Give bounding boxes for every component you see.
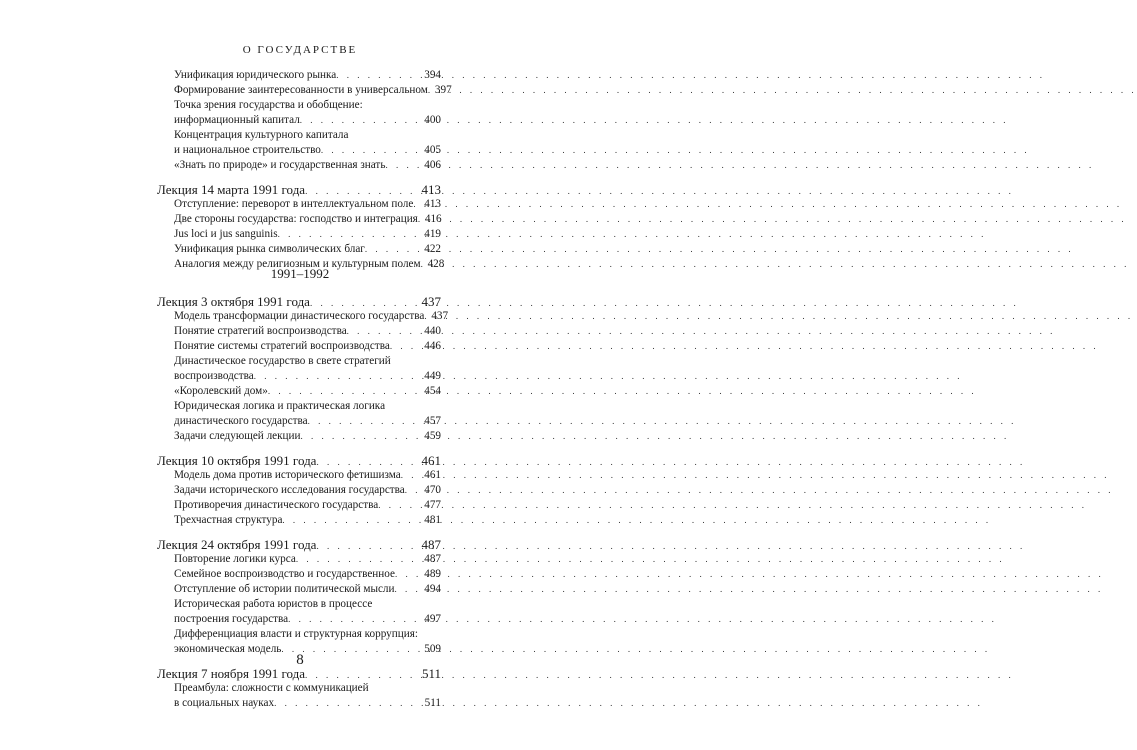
toc-entry-title: Унификация юридического рынка bbox=[174, 69, 337, 81]
toc-subentry bbox=[157, 468, 441, 483]
toc-subentry bbox=[157, 158, 441, 173]
toc-subentry bbox=[157, 68, 441, 83]
toc-entry-page: 497 bbox=[424, 613, 441, 625]
toc-subentry bbox=[157, 483, 441, 498]
toc-entry-page: 406 bbox=[424, 159, 441, 171]
toc-subentry bbox=[157, 354, 441, 369]
toc-entry-title: Отступление: переворот в интеллектуальном поле bbox=[174, 198, 414, 210]
toc-entry-title: Формирование заинтересованности в универсальном bbox=[174, 84, 428, 96]
toc-entry-title: Дифференциация власти и структурная коррупция: bbox=[174, 628, 418, 640]
toc-leader-dots bbox=[413, 197, 423, 212]
toc-subentry bbox=[157, 242, 441, 257]
toc-entry-title: воспроизводства bbox=[174, 370, 254, 382]
toc-entry-title: Повторение логики курса bbox=[174, 553, 296, 565]
toc-leader-dots bbox=[308, 414, 424, 429]
toc-entry-title: династического государства bbox=[174, 415, 308, 427]
toc-leader-dots bbox=[274, 696, 424, 711]
toc-entry-title: Отступление об истории политической мысли bbox=[174, 583, 395, 595]
toc-entry-page: 397 bbox=[434, 84, 452, 96]
toc-leader-dots bbox=[401, 468, 424, 483]
toc-entry-page: 511 bbox=[424, 697, 441, 709]
toc-subentry bbox=[157, 143, 441, 158]
toc-entry-title: Задачи исторического исследования государства bbox=[174, 484, 405, 496]
toc-entry-title: Модель дома против исторического фетишизма bbox=[174, 469, 401, 481]
toc-subentry bbox=[157, 513, 441, 528]
toc-entry-title: Трехчастная структура bbox=[174, 514, 283, 526]
toc-entry-page: 477 bbox=[424, 499, 441, 511]
toc-entry-page: 440 bbox=[424, 325, 441, 337]
toc-subentry bbox=[157, 324, 441, 339]
toc-entry-title: Семейное воспроизводство и государственное bbox=[174, 568, 395, 580]
toc-leader-dots bbox=[268, 384, 423, 399]
toc-leader-dots bbox=[321, 143, 423, 158]
toc-entry-title: Преамбула: сложности с коммуникацией bbox=[174, 682, 369, 694]
toc-entry-title: Концентрация культурного капитала bbox=[174, 129, 349, 141]
toc-entry-title: Понятие системы стратегий воспроизводства bbox=[174, 340, 390, 352]
toc-subentry bbox=[157, 128, 441, 143]
toc-entry-title: Аналогия между религиозным и культурным полем bbox=[174, 258, 421, 270]
toc-subentry bbox=[157, 681, 441, 696]
toc-lecture-entry bbox=[157, 537, 441, 552]
toc-entry-page: 511 bbox=[421, 666, 441, 681]
toc-leader-dots bbox=[301, 429, 424, 444]
toc-leader-dots bbox=[395, 582, 424, 597]
toc-entry-page: 457 bbox=[424, 415, 441, 427]
toc-lecture-entry bbox=[157, 182, 441, 197]
toc-leader-dots bbox=[365, 242, 423, 257]
toc-entry-page: 422 bbox=[424, 243, 441, 255]
toc-entry-title: Унификация рынка символических благ bbox=[174, 243, 365, 255]
toc-entry-title: Понятие стратегий воспроизводства bbox=[174, 325, 347, 337]
toc-subentry bbox=[157, 582, 441, 597]
toc-entry-title: Точка зрения государства и обобщение: bbox=[174, 99, 363, 111]
toc-entry-page: 446 bbox=[424, 340, 441, 352]
toc-subentry bbox=[157, 197, 441, 212]
toc-subentry bbox=[157, 552, 441, 567]
toc-entry-title: построения государства bbox=[174, 613, 289, 625]
toc-subentry bbox=[157, 98, 441, 113]
toc-entry-title: и национальное строительство bbox=[174, 144, 321, 156]
toc-entry-title: Лекция 24 октября 1991 года bbox=[157, 537, 317, 552]
toc-entry-title: Юридическая логика и практическая логика bbox=[174, 400, 386, 412]
toc-entry-page: 459 bbox=[424, 430, 441, 442]
toc-entry-page: 437 bbox=[431, 310, 449, 322]
toc-entry-title: в социальных науках bbox=[174, 697, 275, 709]
toc-leader-dots bbox=[296, 552, 423, 567]
toc-entry-title: информационный капитал bbox=[174, 114, 300, 126]
toc-entry-title: Jus loci и jus sanguinis bbox=[174, 228, 278, 240]
toc-entry-title: Две стороны государства: господство и интеграция bbox=[174, 213, 418, 225]
toc-leader-dots bbox=[254, 369, 423, 384]
toc-entry-page: 487 bbox=[424, 553, 441, 565]
toc-leader-dots bbox=[336, 68, 423, 83]
toc-entry-title: Лекция 14 марта 1991 года bbox=[157, 182, 306, 197]
section-title: 1991–1992 bbox=[270, 266, 330, 281]
toc-entry-title: Лекция 3 октября 1991 года bbox=[157, 294, 310, 309]
toc-entry-page: 400 bbox=[424, 114, 441, 126]
toc-leader-dots bbox=[385, 158, 423, 173]
toc-entry-page: 419 bbox=[424, 228, 441, 240]
toc-subentry bbox=[157, 429, 441, 444]
toc-subentry bbox=[157, 369, 441, 384]
toc-subentry bbox=[157, 309, 449, 324]
toc-subentry bbox=[157, 498, 441, 513]
toc-lecture-entry bbox=[157, 453, 441, 468]
toc-entry-title: Лекция 10 октября 1991 года bbox=[157, 453, 317, 468]
toc-subentry bbox=[157, 612, 441, 627]
toc-entry-page: 494 bbox=[424, 583, 441, 595]
toc-entry-page: 413 bbox=[424, 198, 441, 210]
toc-leader-dots bbox=[300, 113, 423, 128]
toc-entry-page: 394 bbox=[424, 69, 441, 81]
toc-entry-page: 487 bbox=[421, 537, 441, 552]
toc-subentry bbox=[157, 399, 441, 414]
toc-entry-title: Противоречия династического государства bbox=[174, 499, 379, 511]
toc-leader-dots bbox=[405, 483, 423, 498]
toc-leader-dots bbox=[278, 227, 424, 242]
toc-subentry bbox=[157, 339, 441, 354]
toc-entry-page: 509 bbox=[424, 643, 441, 655]
running-head: О ГОСУДАРСТВЕ bbox=[242, 44, 358, 56]
toc-subentry bbox=[157, 384, 441, 399]
toc-leader-dots bbox=[395, 567, 423, 582]
toc-entry-page: 449 bbox=[424, 370, 441, 382]
toc-entry-page: 489 bbox=[424, 568, 441, 580]
toc-entry-page: 437 bbox=[421, 294, 441, 309]
toc-entry-title: Задачи следующей лекции bbox=[174, 430, 301, 442]
toc-subentry bbox=[157, 696, 441, 711]
toc-entry-page: 413 bbox=[421, 182, 441, 197]
toc-entry-title: Историческая работа юристов в процессе bbox=[174, 598, 373, 610]
toc-leader-dots bbox=[288, 612, 423, 627]
entry-gap bbox=[157, 528, 441, 537]
toc-entry-title: Лекция 7 ноября 1991 года bbox=[157, 666, 306, 681]
toc-lecture-entry bbox=[157, 294, 441, 309]
toc-subentry bbox=[157, 414, 441, 429]
toc-entry-page: 416 bbox=[424, 213, 442, 225]
page-number: 8 bbox=[296, 652, 304, 668]
toc-entry-page: 428 bbox=[427, 258, 445, 270]
toc-leader-dots bbox=[378, 498, 423, 513]
toc-subentry bbox=[157, 113, 441, 128]
toc-entry-page: 461 bbox=[424, 469, 441, 481]
toc-subentry bbox=[157, 227, 441, 242]
toc-entry-title: «Королевский дом» bbox=[174, 385, 268, 397]
toc-subentry bbox=[157, 627, 441, 642]
toc-leader-dots bbox=[390, 339, 423, 354]
toc-entry-page: 481 bbox=[424, 514, 441, 526]
entry-gap bbox=[157, 444, 441, 453]
toc-leader-dots bbox=[347, 324, 424, 339]
toc-entry-title: Династическое государство в свете стратегий bbox=[174, 355, 391, 367]
toc-entry-title: Модель трансформации династического государства bbox=[174, 310, 425, 322]
entry-gap bbox=[157, 173, 441, 182]
toc-entry-page: 461 bbox=[421, 453, 441, 468]
toc-subentry bbox=[157, 212, 441, 227]
toc-subentry bbox=[157, 567, 441, 582]
toc-subentry bbox=[157, 597, 441, 612]
toc-entry-title: экономическая модель bbox=[174, 643, 282, 655]
toc-leader-dots bbox=[282, 513, 423, 528]
toc-entry-title: «Знать по природе» и государственная знать bbox=[174, 159, 386, 171]
toc-entry-page: 454 bbox=[424, 385, 441, 397]
toc-entry-page: 405 bbox=[424, 144, 441, 156]
toc-subentry bbox=[157, 83, 452, 98]
toc-block-2 bbox=[157, 294, 449, 711]
toc-block-1 bbox=[157, 68, 452, 272]
toc-entry-page: 470 bbox=[424, 484, 441, 496]
